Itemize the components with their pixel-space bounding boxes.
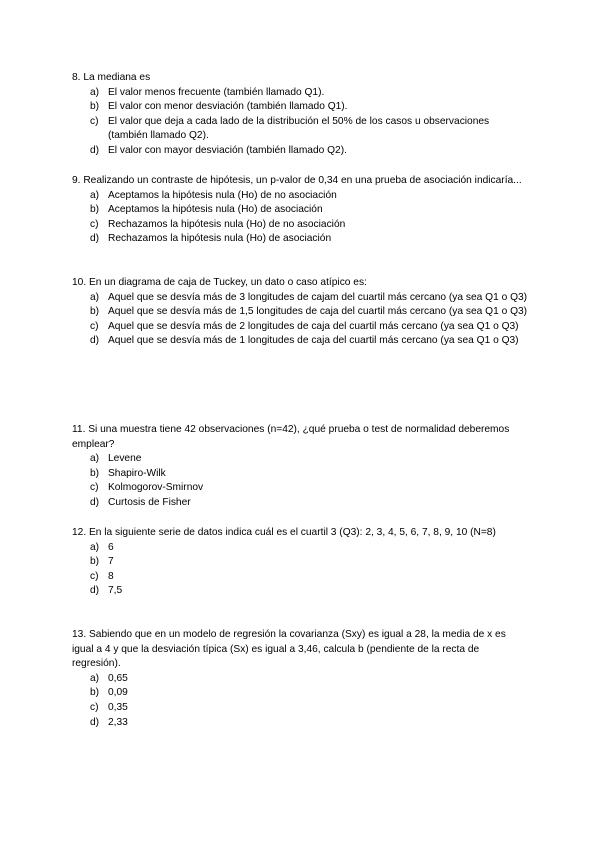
option-letter: a) — [90, 453, 100, 465]
option-letter: d) — [90, 144, 100, 156]
option-a — [72, 672, 528, 687]
options-list — [72, 189, 528, 247]
option-letter: c) — [90, 570, 99, 582]
option-letter: d) — [90, 233, 100, 245]
option-b — [72, 203, 528, 218]
option-letter: a) — [90, 86, 100, 98]
option-a — [72, 86, 528, 101]
option-c — [72, 320, 528, 335]
option-text: El valor con mayor desviación (también llamado Q2). — [108, 144, 347, 156]
question-10 — [72, 276, 528, 349]
options-list — [72, 291, 528, 349]
question-12 — [72, 526, 528, 599]
question-9 — [72, 174, 528, 247]
question-text: 12. En la siguiente serie de datos indica cuál es el cuartil 3 (Q3): 2, 3, 4, 5, 6, 7, 8, 9, 10 (N=8) — [72, 527, 496, 538]
option-letter: c) — [90, 115, 99, 127]
question-text: 8. La mediana es — [72, 72, 151, 83]
option-text: Curtosis de Fisher — [108, 496, 191, 508]
option-text: Aceptamos la hipótesis nula (Ho) de no asociación — [108, 189, 337, 201]
option-text: Aquel que se desvía más de 3 longitudes de cajam del cuartil más cercano (ya sea Q1 o Q3) — [108, 291, 528, 303]
option-text: Levene — [108, 453, 142, 465]
option-d — [72, 716, 528, 731]
option-text: El valor que deja a cada lado de la distribución el 50% de los casos u observaciones (también llamado Q2). — [108, 115, 490, 142]
option-letter: d) — [90, 716, 100, 728]
question-text: 13. Sabiendo que en un modelo de regresión la covarianza (Sxy) es igual a 28, la media de x es igual a 4 y que la desviación típica (Sx) es igual a 3,46, calcula b (pendiente de la recta de regresión). — [72, 629, 506, 670]
option-b — [72, 555, 528, 570]
question-text: 9. Realizando un contraste de hipótesis, un p-valor de 0,34 en una prueba de asociación indicaría... — [72, 175, 522, 186]
option-text: El valor menos frecuente (también llamado Q1). — [108, 86, 325, 98]
option-text: El valor con menor desviación (también llamado Q1). — [108, 101, 348, 113]
option-text: 8 — [108, 570, 114, 582]
option-letter: d) — [90, 335, 100, 347]
question-11 — [72, 423, 528, 511]
option-text: Aceptamos la hipótesis nula (Ho) de asociación — [108, 204, 323, 216]
option-c — [72, 570, 528, 585]
option-text: Rechazamos la hipótesis nula (Ho) de asociación — [108, 233, 332, 245]
options-list — [72, 452, 528, 510]
question-8 — [72, 71, 528, 159]
options-list — [72, 86, 528, 159]
option-letter: a) — [90, 291, 100, 303]
option-a — [72, 541, 528, 556]
option-b — [72, 686, 528, 701]
option-letter: d) — [90, 585, 100, 597]
option-d — [72, 144, 528, 159]
option-c — [72, 701, 528, 716]
option-text: Aquel que se desvía más de 1 longitudes de caja del cuartil más cercano (ya sea Q1 o Q3) — [108, 335, 519, 347]
options-list — [72, 541, 528, 599]
option-letter: b) — [90, 101, 100, 113]
options-list — [72, 672, 528, 730]
option-text: Aquel que se desvía más de 1,5 longitudes de caja del cuartil más cercano (ya sea Q1 o Q3) — [108, 306, 528, 318]
option-letter: b) — [90, 687, 100, 699]
option-letter: a) — [90, 189, 100, 201]
option-text: Rechazamos la hipótesis nula (Ho) de no asociación — [108, 218, 346, 230]
option-text: 0,09 — [108, 687, 128, 699]
option-letter: b) — [90, 306, 100, 318]
option-c — [72, 115, 528, 144]
option-letter: d) — [90, 496, 100, 508]
option-d — [72, 584, 528, 599]
option-letter: b) — [90, 467, 100, 479]
option-a — [72, 291, 528, 306]
option-c — [72, 218, 528, 233]
option-text: 0,65 — [108, 672, 128, 684]
option-d — [72, 496, 528, 511]
option-letter: c) — [90, 701, 99, 713]
option-text: Kolmogorov-Smirnov — [108, 482, 204, 494]
option-letter: a) — [90, 541, 100, 553]
option-text: 2,33 — [108, 716, 128, 728]
option-c — [72, 481, 528, 496]
option-letter: a) — [90, 672, 100, 684]
option-a — [72, 452, 528, 467]
option-letter: c) — [90, 482, 99, 494]
option-text: Aquel que se desvía más de 2 longitudes de caja del cuartil más cercano (ya sea Q1 o Q3) — [108, 320, 519, 332]
option-letter: b) — [90, 556, 100, 568]
option-text: 6 — [108, 541, 114, 553]
option-d — [72, 334, 528, 349]
option-letter: c) — [90, 320, 99, 332]
option-text: 7,5 — [108, 585, 123, 597]
question-13 — [72, 628, 528, 730]
question-text: 11. Si una muestra tiene 42 observaciones (n=42), ¿qué prueba o test de normalidad deberemos emplear? — [72, 424, 510, 450]
option-d — [72, 232, 528, 247]
option-b — [72, 467, 528, 482]
option-letter: b) — [90, 204, 100, 216]
question-text: 10. En un diagrama de caja de Tuckey, un dato o caso atípico es: — [72, 277, 367, 288]
option-b — [72, 305, 528, 320]
option-text: 0,35 — [108, 701, 128, 713]
option-b — [72, 100, 528, 115]
option-letter: c) — [90, 218, 99, 230]
option-text: 7 — [108, 556, 114, 568]
option-a — [72, 189, 528, 204]
option-text: Shapiro-Wilk — [108, 467, 166, 479]
